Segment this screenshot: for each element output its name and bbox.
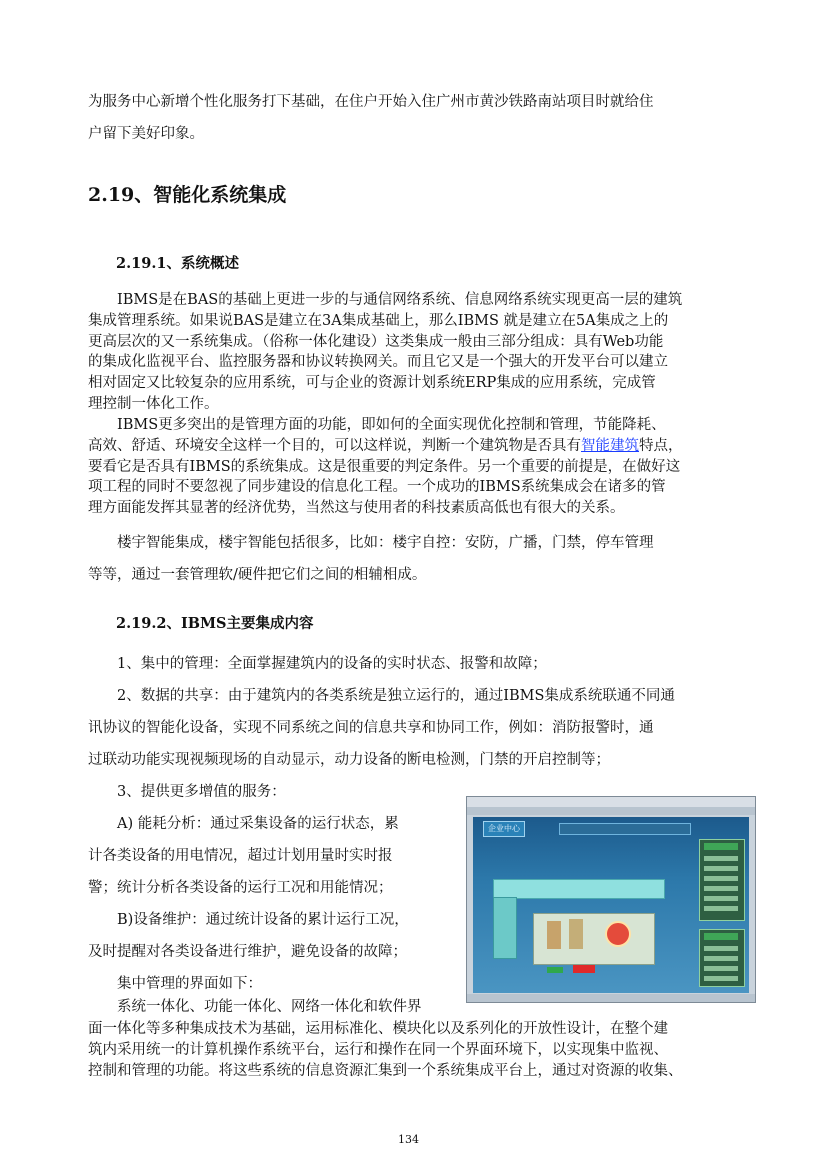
building-paragraph: [88, 527, 753, 591]
text-line: 系统一体化、功能一体化、网络一体化和软件界: [117, 999, 422, 1015]
air-duct-graphic: [493, 879, 665, 899]
control-panel: [699, 839, 745, 921]
text-segment: 高效、舒适、环境安全这样一个目的，可以这样说，判断一个建筑物是否具有: [88, 437, 581, 454]
air-duct-graphic: [493, 897, 517, 959]
text-line: 等等，通过一套管理软/硬件把它们之间的相辅相成。: [88, 567, 427, 583]
text-line: 楼宇智能集成，楼宇智能包括很多，比如：楼宇自控：安防，广播，门禁，停车管理: [117, 535, 654, 551]
text-line: A) 能耗分析：通过采集设备的运行状态，累: [117, 816, 399, 832]
final-paragraph: [88, 1019, 753, 1081]
value-added-services: [88, 808, 448, 1000]
text-line: 户留下美好印象。: [88, 126, 204, 142]
filter-graphic: [569, 919, 583, 949]
panel-row: [704, 866, 738, 871]
text-line: 理控制一体化工作。: [88, 395, 219, 412]
text-line: 集成管理系统。如果说BAS是建立在3A集成基础上，那么IBMS 就是建立在5A集成之上的: [88, 312, 669, 329]
panel-row: [704, 966, 738, 971]
text-line: IBMS是在BAS的基础上更进一步的与通信网络系统、信息网络系统实现更高一层的建筑: [117, 292, 683, 308]
list-item: 3、提供更多增值的服务：: [117, 784, 286, 800]
text-line: 及时提醒对各类设备进行维护，避免设备的故障；: [88, 944, 407, 960]
text-line: 警；统计分析各类设备的运行工况和用能情况；: [88, 880, 393, 896]
panel-row: [704, 976, 738, 981]
panel-title: [704, 843, 738, 850]
panel-row: [704, 876, 738, 881]
screen-header-label: 企业中心: [483, 821, 525, 837]
text-line: 过联动功能实现视频现场的自动显示，动力设备的断电检测，门禁的开启控制等；: [88, 752, 610, 768]
text-line: 相对固定又比较复杂的应用系统，可与企业的资源计划系统ERP集成的应用系统，完成管: [88, 375, 656, 392]
text-line: B)设备维护：通过统计设备的累计运行工况，: [117, 912, 409, 928]
text-line: 为服务中心新增个性化服务打下基础，在住户开始入住广州市黄沙铁路南站项目时就给住: [88, 94, 654, 110]
window-toolbar: [467, 807, 755, 815]
text-line: 面一体化等多种集成技术为基础，运用标准化、模块化以及系列化的开放性设计，在整个建: [88, 1021, 668, 1037]
list-item: 2、数据的共享：由于建筑内的各类系统是独立运行的，通过IBMS集成系统联通不同通: [117, 688, 675, 704]
panel-row: [704, 956, 738, 961]
hvac-monitor-screen: [473, 817, 749, 993]
text-line: 集中管理的界面如下：: [117, 976, 262, 992]
text-segment: 特点，: [639, 437, 683, 454]
status-indicator: [547, 967, 563, 973]
panel-row: [704, 886, 738, 891]
text-line: 计各类设备的用电情况，超过计划用量时实时报: [88, 848, 393, 864]
panel-row: [704, 946, 738, 951]
fan-icon: [605, 921, 631, 947]
ibms-items: [88, 648, 753, 808]
control-panel: [699, 929, 745, 987]
list-item: 1、集中的管理：全面掌握建筑内的设备的实时状态、报警和故障；: [117, 656, 547, 672]
final-paragraph-first: [88, 996, 448, 1018]
page-number: 134: [398, 1133, 419, 1146]
alarm-indicator: [573, 965, 595, 973]
ibms-paragraph-2: [88, 415, 753, 519]
smart-building-link[interactable]: 智能建筑: [581, 437, 639, 454]
text-line: 控制和管理的功能。将这些系统的信息资源汇集到一个系统集成平台上，通过对资源的收集、: [88, 1062, 683, 1079]
text-line: 更高层次的又一系统集成。（俗称一体化建设）这类集成一般由三部分组成：具有Web功能: [88, 333, 664, 350]
text-line: 理方面能发挥其显著的经济优势，当然这与使用者的科技素质高低也有很大的关系。: [88, 500, 625, 517]
subsection-heading-overview: 2.19.1、系统概述: [116, 255, 239, 272]
text-line: 讯协议的智能化设备，实现不同系统之间的信息共享和协同工作，例如：消防报警时，通: [88, 720, 654, 736]
text-line: 筑内采用统一的计算机操作系统平台，运行和操作在同一个界面环境下，以实现集中监视、: [88, 1041, 668, 1058]
window-statusbar: [467, 994, 755, 1002]
panel-row: [704, 906, 738, 911]
ibms-paragraph-1: [88, 290, 753, 415]
text-line: IBMS更多突出的是管理方面的功能，即如何的全面实现优化控制和管理，节能降耗、: [117, 417, 666, 433]
panel-row: [704, 856, 738, 861]
text-line: 的集成化监视平台、监控服务器和协议转换网关。而且它又是一个强大的开发平台可以建立: [88, 354, 668, 371]
management-interface-screenshot: [466, 796, 756, 1003]
intro-paragraph: [88, 86, 753, 150]
text-line: 要看它是否具有IBMS的系统集成。这是很重要的判定条件。另一个重要的前提是，在做好这: [88, 458, 681, 475]
screen-title-bar: [559, 823, 691, 835]
panel-row: [704, 896, 738, 901]
window-titlebar: [467, 797, 755, 807]
panel-title: [704, 933, 738, 940]
text-line: 项工程的同时不要忽视了同步建设的信息化工程。一个成功的IBMS系统集成会在诸多的管: [88, 479, 666, 496]
filter-graphic: [547, 921, 561, 949]
text-line: [88, 436, 753, 457]
subsection-heading-ibms-content: 2.19.2、IBMS主要集成内容: [116, 615, 314, 632]
section-heading: 2.19、智能化系统集成: [88, 184, 287, 206]
